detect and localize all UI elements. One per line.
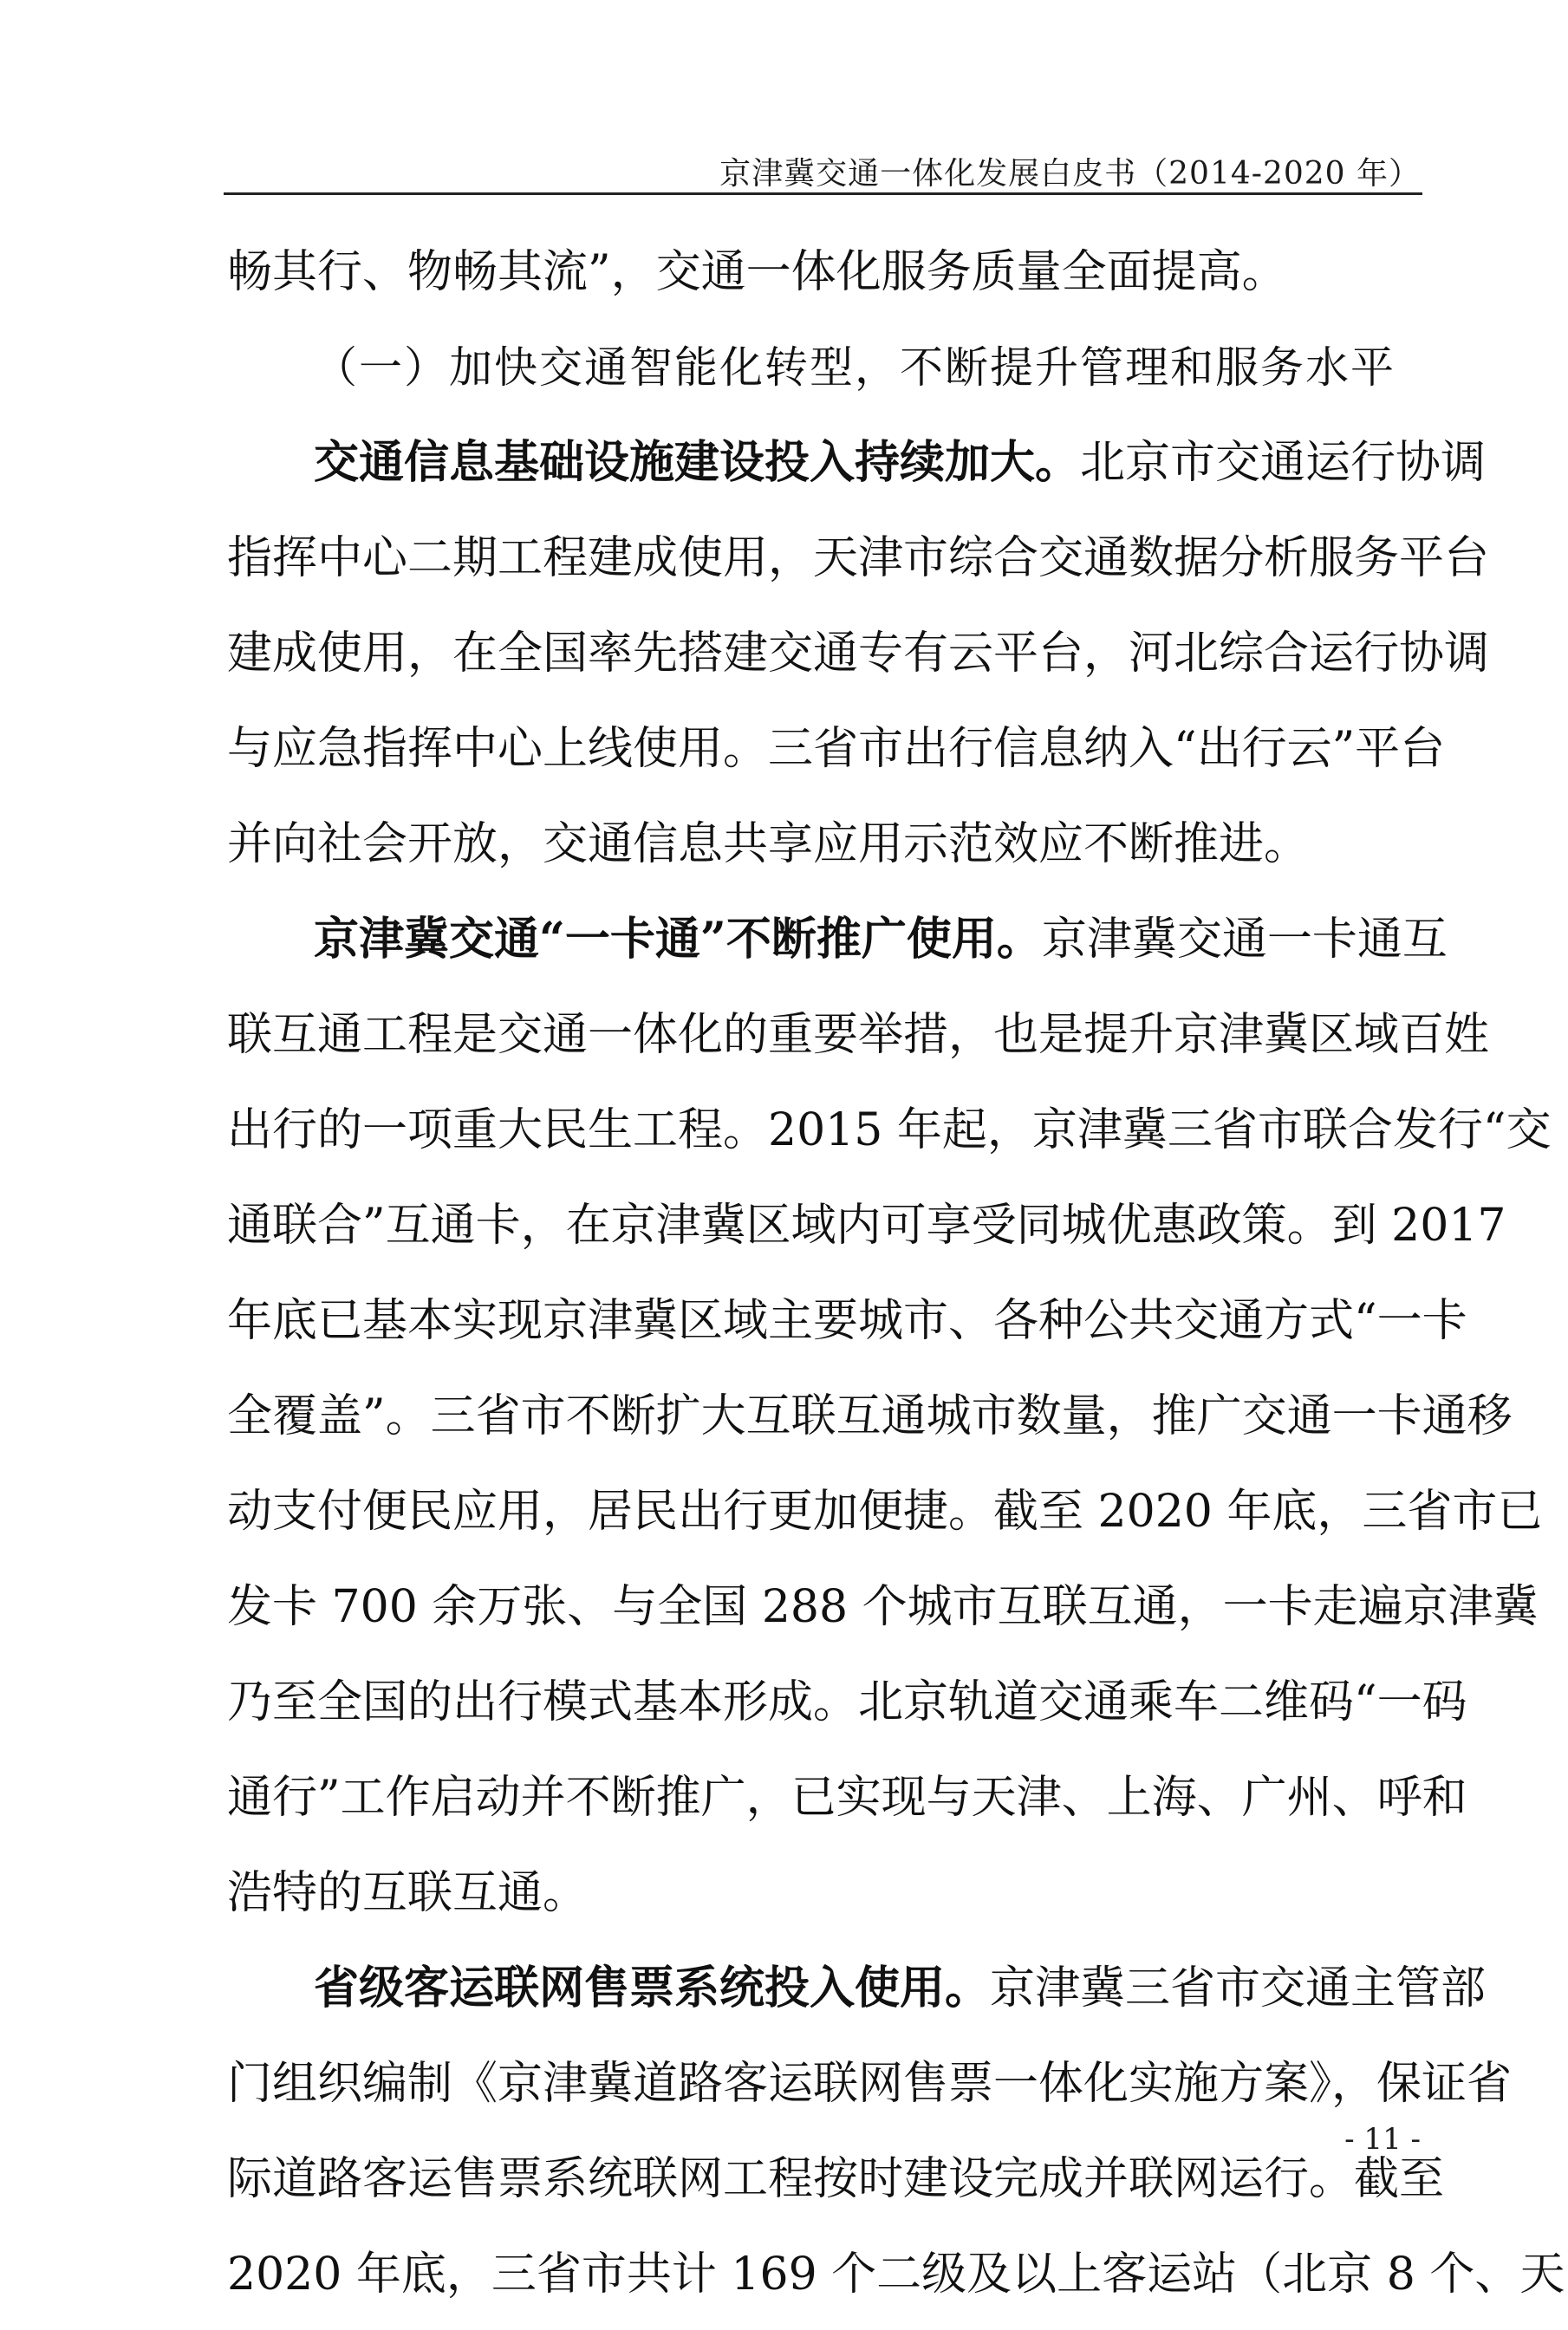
heading-text: （一）加快交通智能化转型，不断提升管理和服务水平 — [314, 342, 1396, 393]
paragraph-line — [227, 2139, 1445, 2235]
paragraph-line — [227, 1377, 1513, 1472]
line-text: 指挥中心二期工程建成使用，天津市综合交通数据分析服务平台 — [227, 532, 1490, 584]
paragraph-line — [227, 1090, 1552, 1186]
paragraph-lead: 省级客运联网售票系统投入使用。 — [314, 1962, 991, 2014]
line-text: 浩特的互联互通。 — [227, 1867, 589, 1919]
paragraph-line — [227, 1281, 1467, 1377]
line-text: 动支付便民应用，居民出行更加便捷。截至 2020 年底，三省市已 — [227, 1486, 1543, 1538]
line-text: 年底已基本实现京津冀区域主要城市、各种公共交通方式“一卡 — [227, 1295, 1467, 1347]
paragraph-line — [227, 1853, 1422, 1949]
document-body — [227, 232, 1565, 2330]
paragraph-line — [227, 1567, 1539, 1663]
paragraph-line — [227, 1949, 1487, 2044]
line-text: 全覆盖”。三省市不断扩大互联互通城市数量，推广交通一卡通移 — [227, 1390, 1513, 1442]
paragraph-line — [227, 804, 1422, 900]
page-number: - 11 - — [1344, 2122, 1421, 2157]
paragraph-line — [227, 1663, 1467, 1758]
paragraph-line — [227, 423, 1487, 518]
paragraph-line — [227, 1472, 1543, 1567]
paragraph-line — [227, 232, 1422, 328]
line-text: 联互通工程是交通一体化的重要举措，也是提升京津冀区域百姓 — [227, 1009, 1490, 1061]
line-text: 通联合”互通卡，在京津冀区域内可享受同城优惠政策。到 2017 — [227, 1200, 1506, 1252]
line-text: 京津冀三省市交通主管部 — [990, 1962, 1487, 2014]
paragraph-line — [227, 2235, 1565, 2330]
paragraph-lead: 交通信息基础设施建设投入持续加大。 — [314, 436, 1081, 489]
line-text: 通行”工作启动并不断推广，已实现与天津、上海、广州、呼和 — [227, 1772, 1467, 1824]
paragraph-line — [227, 709, 1446, 804]
line-text: 京津冀交通一卡通互 — [1041, 914, 1448, 966]
line-text: 发卡 700 余万张、与全国 288 个城市互联互通，一卡走遍京津冀 — [227, 1581, 1539, 1633]
line-text: 建成使用，在全国率先搭建交通专有云平台，河北综合运行协调 — [227, 628, 1490, 680]
line-text: 北京市交通运行协调 — [1080, 437, 1487, 489]
paragraph-line — [227, 1186, 1506, 1281]
line-text: 乃至全国的出行模式基本形成。北京轨道交通乘车二维码“一码 — [227, 1676, 1467, 1728]
line-text: 2020 年底，三省市共计 169 个二级及以上客运站（北京 8 个、天 — [227, 2249, 1565, 2301]
line-text: 际道路客运售票系统联网工程按时建设完成并联网运行。截至 — [227, 2153, 1445, 2205]
paragraph-line — [227, 614, 1490, 709]
line-text: 出行的一项重大民生工程。2015 年起，京津冀三省市联合发行“交 — [227, 1104, 1552, 1156]
section-heading — [227, 328, 1422, 423]
paragraph-line — [227, 900, 1448, 995]
paragraph-lead: 京津冀交通“一卡通”不断推广使用。 — [314, 913, 1042, 966]
paragraph-line — [227, 995, 1490, 1090]
paragraph-line — [227, 1758, 1467, 1853]
line-text: 并向社会开放，交通信息共享应用示范效应不断推进。 — [227, 818, 1310, 870]
running-header: 京津冀交通一体化发展白皮书（2014-2020 年） — [719, 156, 1421, 192]
header-rule — [224, 192, 1422, 195]
line-text: 与应急指挥中心上线使用。三省市出行信息纳入“出行云”平台 — [227, 723, 1446, 775]
line-text: 门组织编制《京津冀道路客运联网售票一体化实施方案》，保证省 — [227, 2058, 1513, 2110]
line-text: 畅其行、物畅其流”，交通一体化服务质量全面提高。 — [227, 246, 1287, 298]
paragraph-line — [227, 2044, 1513, 2139]
paragraph-line — [227, 518, 1490, 614]
